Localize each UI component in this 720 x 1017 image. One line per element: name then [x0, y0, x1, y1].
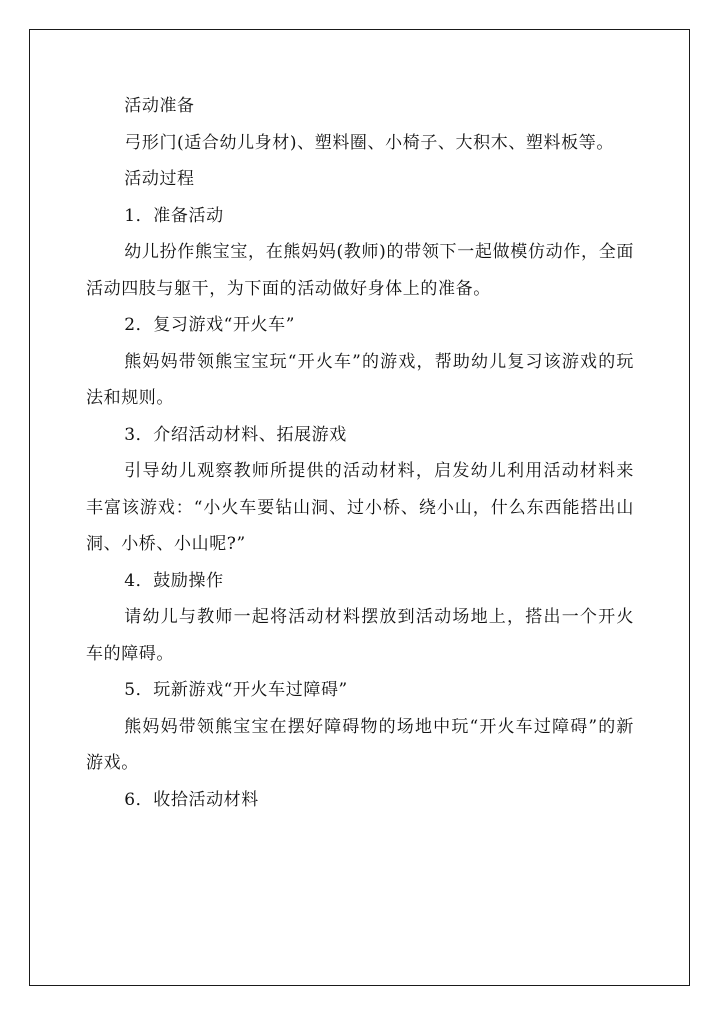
paragraph-materials: 弓形门(适合幼儿身材)、塑料圈、小椅子、大积木、塑料板等。 — [124, 132, 614, 153]
paragraph-step-3: 引导幼儿观察教师所提供的活动材料，启发幼儿利用活动材料来丰富该游戏：“小火车要钻山洞、过小桥、绕小山，什么东西能搭出山洞、小桥、小山呢?” — [86, 461, 634, 554]
section-heading-process: 活动过程 — [124, 169, 195, 189]
step-heading-6: 6．收拾活动材料 — [124, 789, 259, 810]
step-heading-3: 3．介绍活动材料、拓展游戏 — [124, 424, 347, 445]
step-heading-4: 4．鼓励操作 — [124, 570, 224, 591]
step-heading-2: 2．复习游戏“开火车” — [124, 315, 296, 335]
document-body — [86, 88, 634, 818]
paragraph-step-4: 请幼儿与教师一起将活动材料摆放到活动场地上，搭出一个开火车的障碍。 — [86, 607, 634, 664]
step-heading-5: 5．玩新游戏“开火车过障碍” — [124, 680, 348, 700]
section-heading-preparation: 活动准备 — [124, 96, 195, 116]
paragraph-step-1: 幼儿扮作熊宝宝，在熊妈妈(教师)的带领下一起做模仿动作，全面活动四肢与躯干，为下面的活动做好身体上的准备。 — [86, 242, 634, 299]
step-heading-1: 1．准备活动 — [124, 205, 224, 226]
paragraph-step-5: 熊妈妈带领熊宝宝在摆好障碍物的场地中玩“开火车过障碍”的新游戏。 — [86, 716, 634, 773]
paragraph-step-2: 熊妈妈带领熊宝宝玩“开火车”的游戏，帮助幼儿复习该游戏的玩法和规则。 — [86, 351, 634, 408]
